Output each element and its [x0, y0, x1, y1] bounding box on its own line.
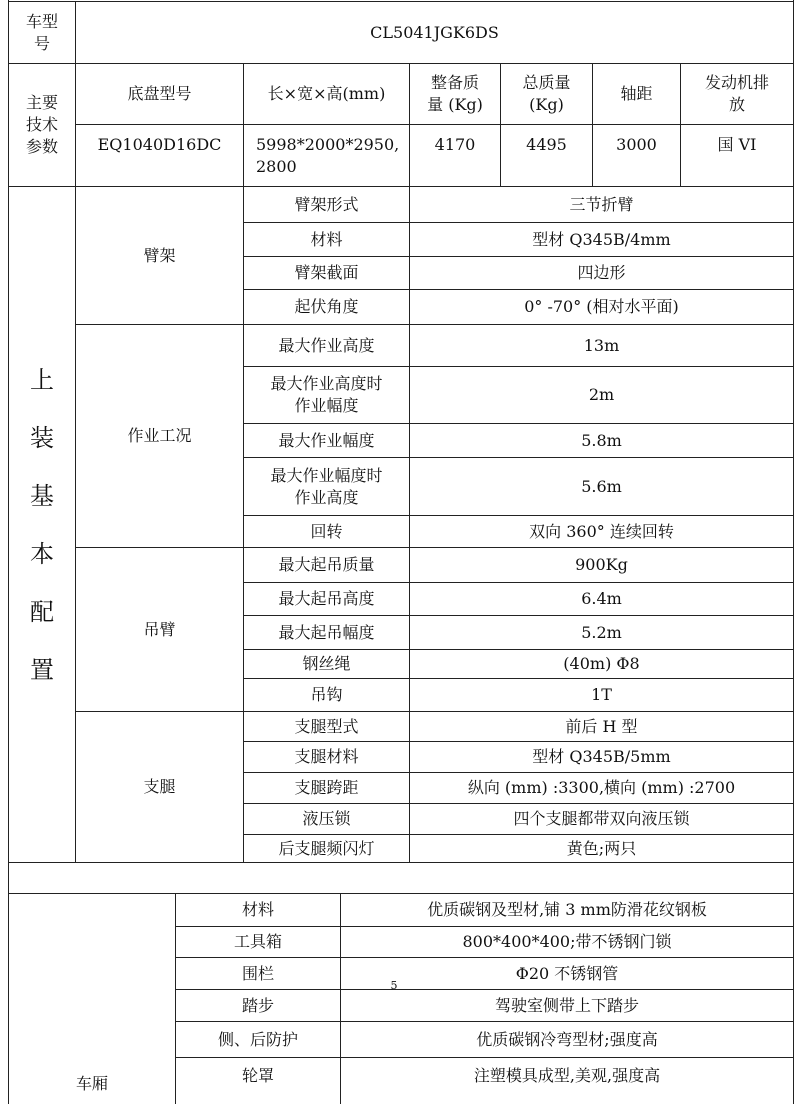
spec-value: 四个支腿都带双向液压锁 [513, 809, 690, 828]
column-header: 发动机排 放 [704, 73, 769, 114]
column-header: 底盘型号 [127, 84, 192, 103]
spec-item: 围栏 [241, 963, 274, 983]
column-header: 长×宽×高(mm) [267, 84, 386, 103]
spec-item: 材料 [310, 229, 343, 249]
spec-item: 材料 [241, 900, 274, 919]
spec-value: 5.2m [581, 622, 622, 642]
spec-value: 800*400*400;带不锈钢门锁 [462, 932, 672, 951]
spec-item: 轮罩 [241, 1066, 274, 1085]
spec-value: 6.4m [581, 589, 622, 608]
cargo-box-name: 车厢 [75, 1074, 108, 1093]
spec-item: 回转 [310, 521, 343, 541]
spec-value: 5.8m [581, 430, 622, 450]
spec-value: 前后 H 型 [565, 716, 638, 736]
spec-value: 优质碳钢冷弯型材;强度高 [476, 1029, 658, 1049]
spec-value: (40m) Φ8 [563, 654, 640, 673]
spec-item: 最大作业高度时 作业幅度 [270, 374, 383, 415]
spec-value: 三节折臂 [569, 194, 634, 214]
spec-item: 液压锁 [302, 809, 351, 828]
spec-value: 纵向 (mm) :3300,横向 (mm) :2700 [467, 778, 736, 797]
spec-item: 最大作业幅度 [278, 430, 375, 450]
column-header: 总质量 (Kg) [522, 73, 571, 114]
spec-item: 支腿跨距 [294, 778, 359, 797]
spec-item: 支腿材料 [294, 747, 359, 766]
spec-value: 双向 360° 连续回转 [529, 521, 674, 541]
spec-value: 驾驶室侧带上下踏步 [494, 995, 639, 1015]
spec-item: 臂架形式 [294, 194, 359, 214]
spec-item: 吊钩 [310, 685, 343, 704]
spec-value: 2m [588, 385, 615, 404]
dimensions-value: 5998*2000*2950, 2800 [256, 134, 400, 176]
spec-value: 13m [583, 335, 620, 355]
spec-item: 侧、后防护 [217, 1029, 298, 1049]
spec-item: 工具箱 [233, 932, 282, 951]
spec-item: 最大起吊质量 [278, 555, 375, 574]
page-number: 5 [390, 979, 398, 992]
spec-item: 后支腿频闪灯 [278, 838, 375, 858]
model-label: 车型 号 [25, 11, 58, 53]
curb-weight-value: 4170 [434, 135, 476, 154]
group-name: 臂架 [143, 245, 176, 265]
spec-item: 踏步 [241, 995, 274, 1015]
spec-value: 5.6m [581, 476, 622, 496]
spec-value: 0° -70° (相对水平面) [524, 297, 679, 316]
model-value: CL5041JGK6DS [370, 22, 499, 42]
chassis-model-value: EQ1040D16DC [97, 135, 222, 154]
upper-config-title: 上 装 基 本 配 置 [30, 365, 54, 684]
emission-value: 国 VI [717, 135, 757, 154]
spec-value: 注塑模具成型,美观,强度高 [473, 1066, 661, 1085]
spec-item: 最大作业高度 [278, 335, 375, 355]
spec-value: Φ20 不锈钢管 [515, 963, 619, 983]
group-name: 吊臂 [143, 619, 176, 639]
spec-item: 最大起吊高度 [278, 589, 375, 608]
spec-value: 四边形 [577, 263, 626, 282]
main-params-label: 主要 技术 参数 [25, 93, 58, 156]
table-border-right [793, 0, 794, 1104]
spec-value: 型材 Q345B/4mm [532, 229, 671, 249]
spec-item: 支腿型式 [294, 716, 359, 736]
spec-item: 臂架截面 [294, 263, 359, 282]
wheelbase-value: 3000 [616, 135, 657, 154]
spec-item: 最大作业幅度时 作业高度 [270, 465, 383, 507]
spec-value: 优质碳钢及型材,铺 3 mm防滑花纹钢板 [427, 900, 707, 919]
rule [8, 862, 794, 863]
spec-value: 型材 Q345B/5mm [532, 747, 671, 766]
spec-item: 钢丝绳 [302, 654, 351, 673]
group-name: 支腿 [143, 777, 176, 796]
spec-item: 起伏角度 [294, 297, 359, 316]
spec-item: 最大起吊幅度 [278, 622, 375, 642]
spec-value: 1T [591, 685, 612, 704]
column-header: 整备质 量 (Kg) [427, 73, 483, 114]
spec-value: 黄色;两只 [566, 838, 637, 858]
gross-weight-value: 4495 [526, 135, 567, 154]
column-header: 轴距 [620, 84, 653, 103]
spec-value: 900Kg [575, 555, 628, 574]
group-name: 作业工况 [127, 426, 192, 445]
